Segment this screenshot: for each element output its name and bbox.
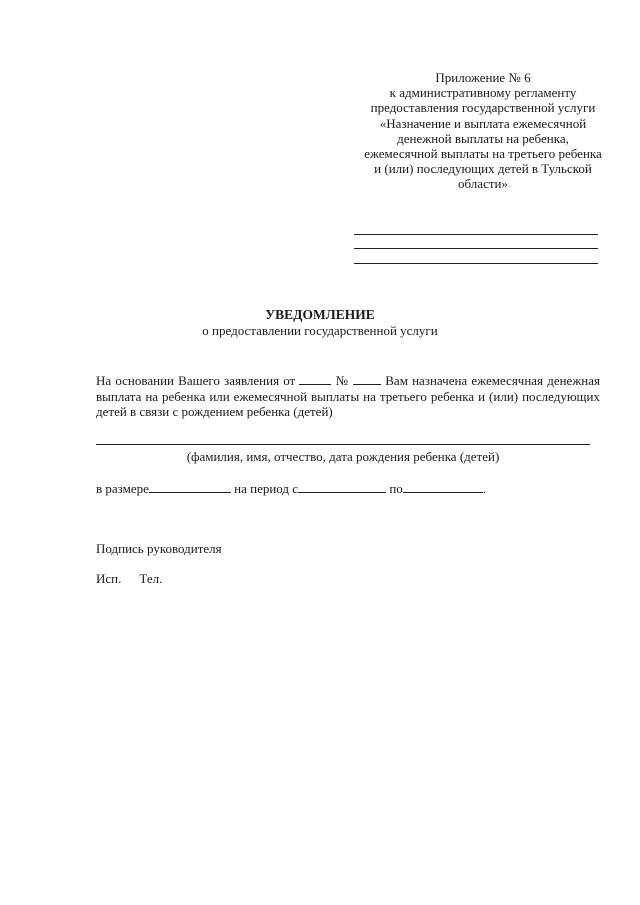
period-end-dot: . <box>482 481 487 496</box>
appendix-line: денежной выплаты на ребенка, <box>397 130 569 146</box>
appendix-line: к административному регламенту <box>389 85 577 101</box>
period-label: на период с <box>234 481 299 496</box>
addressee-line <box>354 234 598 235</box>
appendix-line: области» <box>458 176 508 192</box>
appendix-line: «Назначение и выплата ежемесячной <box>379 115 587 131</box>
notice-line-2: выплата на ребенка или ежемесячной выплаты на третьего ребенка и (или) последующих <box>96 388 600 404</box>
addressee-line <box>354 248 598 249</box>
signature-label: Подпись руководителя <box>96 541 222 556</box>
document-subtitle: о предоставлении государственной услуги <box>202 323 438 338</box>
to-label: по <box>389 481 403 496</box>
amount-period-line <box>96 481 486 497</box>
period-start-blank <box>298 481 386 493</box>
notice-text: Вам назначена ежемесячная денежная <box>385 373 601 388</box>
notice-line-3: детей в связи с рождением ребенка (детей) <box>96 404 333 419</box>
phone-label: Тел. <box>139 571 163 586</box>
document-title: УВЕДОМЛЕНИЕ <box>265 307 375 322</box>
period-end-blank <box>403 481 483 493</box>
appendix-line: и (или) последующих детей в Тульской <box>374 161 592 177</box>
number-sign: № <box>335 373 349 388</box>
appendix-header <box>352 70 614 192</box>
date-blank <box>299 373 331 385</box>
fio-line <box>96 444 590 445</box>
amount-blank <box>149 481 231 493</box>
fio-caption: (фамилия, имя, отчество, дата рождения ребенка (детей) <box>186 449 500 464</box>
appendix-line: ежемесячной выплаты на третьего ребенка <box>364 146 602 162</box>
appendix-line: предоставления государственной услуги <box>370 100 596 116</box>
number-blank <box>353 373 381 385</box>
notice-line-1 <box>96 373 600 389</box>
size-label: в размере <box>96 481 149 496</box>
executor-label: Исп. <box>96 571 122 586</box>
appendix-line: Приложение № 6 <box>435 70 531 85</box>
notice-text: На основании Вашего заявления от <box>96 373 296 388</box>
addressee-line <box>354 263 598 264</box>
notice-paragraph <box>96 373 600 420</box>
executor-line <box>96 571 162 587</box>
